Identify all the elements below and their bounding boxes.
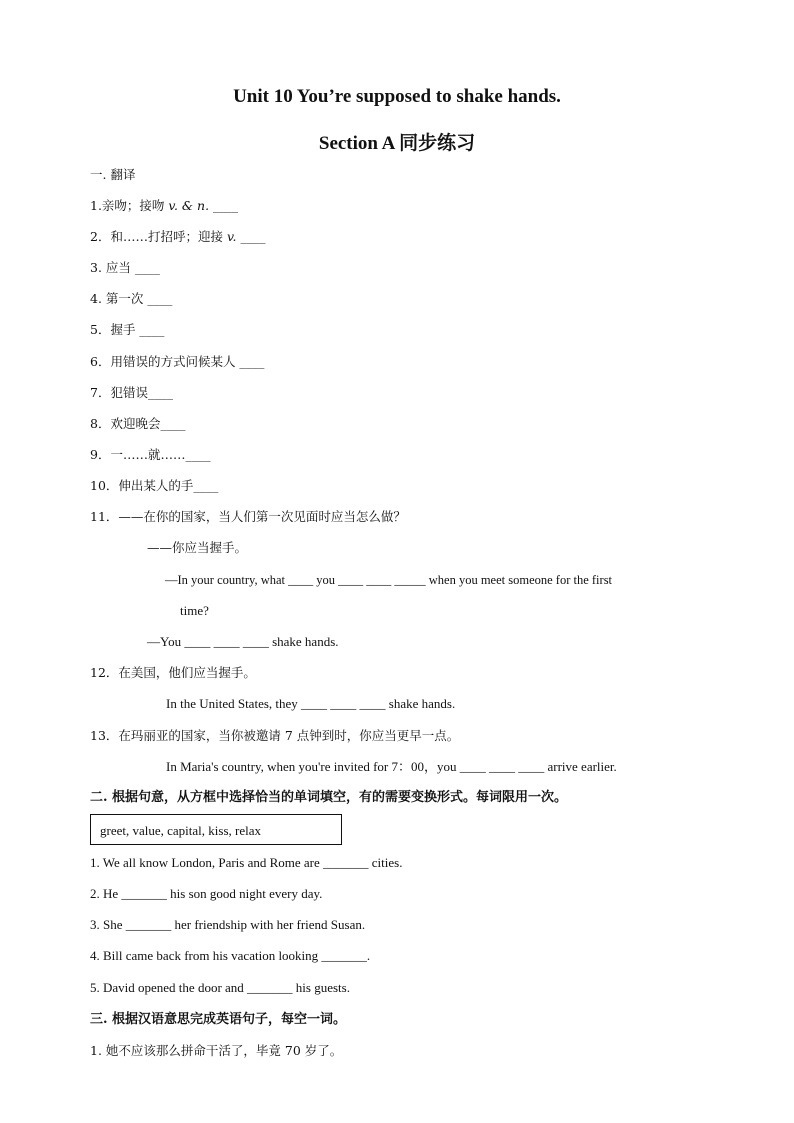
page-subtitle: Section A 同步练习: [318, 133, 476, 154]
page-title: Unit 10 You’re supposed to shake hands.: [233, 86, 561, 107]
translate-item-9: 9．一……就……____: [90, 447, 211, 462]
translate-item-11-answer: ——你应当握手。: [147, 540, 248, 555]
translate-item-8: 8．欢迎晚会____: [90, 416, 186, 431]
translate-item-6: 6．用错误的方式问候某人 ____: [90, 354, 265, 369]
word-box-list: greet, value, capital, kiss, relax: [100, 823, 261, 838]
fill-item-3: 3. She _______ her friendship with her friend Susan.: [90, 917, 366, 932]
translate-item-5: 5．握手 ____: [90, 322, 165, 337]
section-1-heading: 一. 翻译: [90, 167, 136, 182]
fill-item-1: 1. We all know London, Paris and Rome are _______ cities.: [90, 855, 403, 870]
translate-item-11-english-q-cont: time?: [180, 603, 209, 618]
translate-item-11-english-q: —In your country, what ____ you ____ ____ _____ when you meet someone for the first: [165, 573, 613, 587]
translate-item-11-english-a: —You ____ ____ ____ shake hands.: [147, 634, 339, 649]
translate-item-13-english: In Maria's country, when you're invited for 7：00，you ____ ____ ____ arrive earlier.: [166, 759, 617, 774]
fill-item-4: 4. Bill came back from his vacation looking _______.: [90, 948, 371, 963]
translate-item-10: 10．伸出某人的手____: [90, 478, 219, 493]
complete-item-1: 1. 她不应该那么拼命干活了，毕竟 70 岁了。: [90, 1043, 343, 1058]
translate-item-13: 13．在玛丽亚的国家，当你被邀请 7 点钟到时，你应当更早一点。: [90, 728, 460, 743]
translate-item-1: 1.亲吻；接吻 v. & n. ____: [90, 198, 239, 213]
fill-item-2: 2. He _______ his son good night every day.: [90, 886, 323, 901]
translate-item-12: 12．在美国，他们应当握手。: [90, 665, 256, 680]
translate-item-2: 2．和……打招呼；迎接 v. ____: [90, 229, 266, 244]
section-2-heading: 二. 根据句意，从方框中选择恰当的单词填空，有的需要变换形式。每词限用一次。: [90, 790, 568, 805]
word-box: [90, 814, 342, 845]
translate-item-11: 11．——在你的国家，当人们第一次见面时应当怎么做？: [90, 509, 406, 524]
section-3-heading: 三. 根据汉语意思完成英语句子，每空一词。: [90, 1012, 347, 1027]
fill-item-5: 5. David opened the door and _______ his guests.: [90, 980, 350, 995]
translate-item-3: 3. 应当 ____: [90, 260, 160, 275]
translate-item-7: 7．犯错误____: [90, 385, 173, 400]
translate-item-12-english: In the United States, they ____ ____ ____ shake hands.: [166, 696, 456, 711]
translate-item-4: 4. 第一次 ____: [90, 291, 173, 306]
